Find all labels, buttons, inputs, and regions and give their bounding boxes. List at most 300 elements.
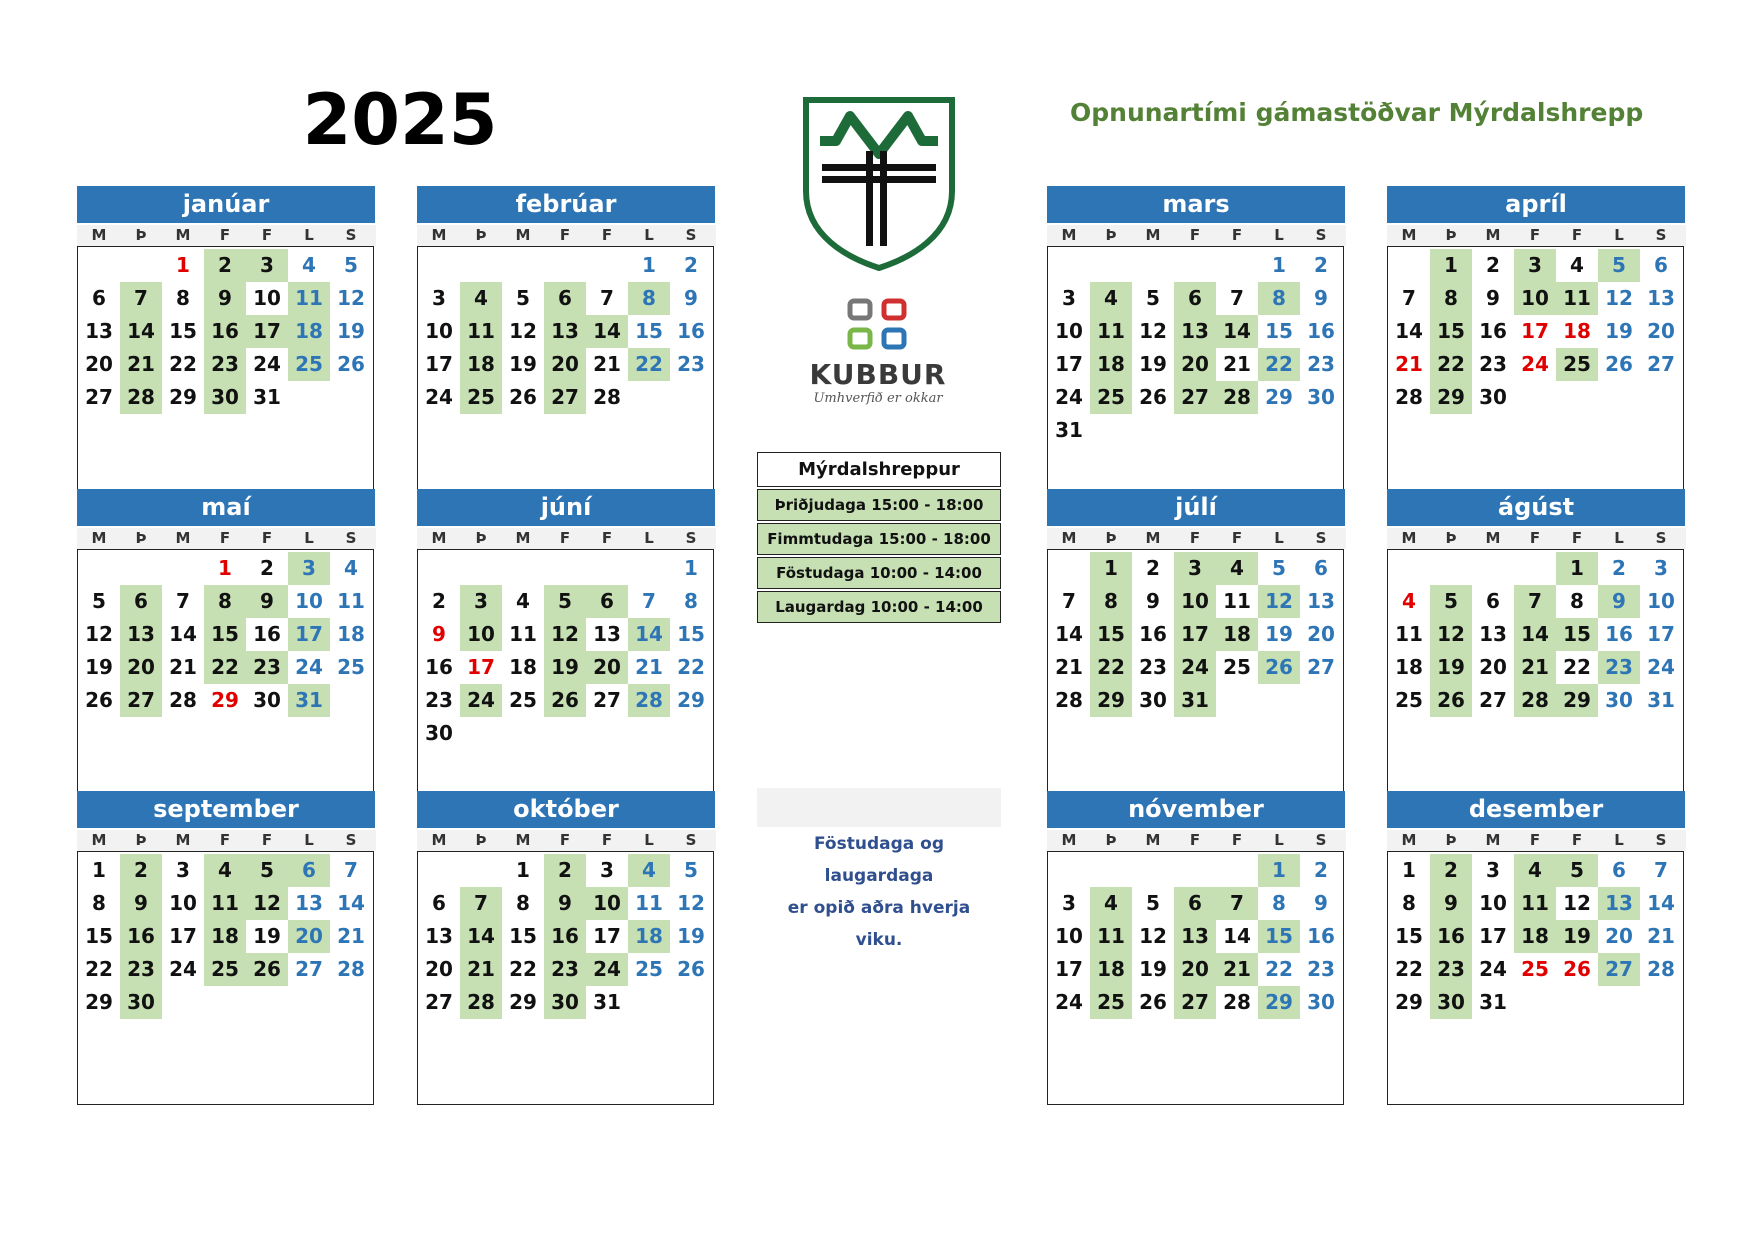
day-cell: 5 [684,858,698,882]
day-cell: 5 [246,854,288,887]
day-cell: 4 [302,253,316,277]
day-cell: 1 [1402,858,1416,882]
day-cell: 11 [1090,920,1132,953]
weekday-label: F [261,226,273,244]
day-cell: 10 [1055,924,1083,948]
weekday-label: M [1485,226,1501,244]
day-cell: 8 [1090,585,1132,618]
day-cell: 24 [169,957,197,981]
day-cell: 25 [460,381,502,414]
weekday-label: L [304,831,314,849]
day-cell: 12 [1563,891,1591,915]
weekday-label: L [644,529,654,547]
day-cell: 25 [1395,688,1423,712]
month-header: desember [1387,791,1685,828]
weekday-label: F [261,831,273,849]
day-cell: 23 [1598,651,1640,684]
day-cell: 7 [344,858,358,882]
day-cell: 8 [176,286,190,310]
day-cell: 26 [1139,385,1167,409]
day-cell: 13 [1174,315,1216,348]
day-cell: 1 [1090,552,1132,585]
day-cell: 30 [120,986,162,1019]
day-cell: 2 [1430,854,1472,887]
day-cell: 8 [1402,891,1416,915]
day-cell: 23 [204,348,246,381]
day-cell: 12 [1430,618,1472,651]
day-cell: 5 [1556,854,1598,887]
day-cell: 17 [1055,352,1083,376]
day-cell: 5 [544,585,586,618]
weekday-header [1047,830,1346,851]
day-cell: 14 [1216,315,1258,348]
month-header: september [77,791,375,828]
day-cell: 6 [1174,282,1216,315]
day-cell: 12 [1258,585,1300,618]
day-cell: 11 [460,315,502,348]
day-cell: 3 [600,858,614,882]
day-cell: 28 [1395,385,1423,409]
day-cell: 26 [677,957,705,981]
day-cell: 22 [85,957,113,981]
day-cell: 18 [1090,348,1132,381]
month-days [417,549,714,803]
day-cell: 3 [1486,858,1500,882]
day-cell: 27 [1307,655,1335,679]
weekday-header [1047,225,1346,246]
day-cell: 21 [169,655,197,679]
opening-hours-row: Þriðjudaga 15:00 - 18:00 [757,489,1001,521]
day-cell: 17 [425,352,453,376]
weekday-label: F [601,831,613,849]
day-cell: 3 [1654,556,1668,580]
page-title: Opnunartími gámastöðvar Mýrdalshrepp [1070,98,1644,127]
day-cell: 9 [1314,891,1328,915]
day-cell: 27 [1174,986,1216,1019]
day-cell: 24 [1055,990,1083,1014]
day-cell: 23 [1307,957,1335,981]
day-cell: 21 [1514,651,1556,684]
day-cell: 11 [1514,887,1556,920]
day-cell: 13 [1479,622,1507,646]
day-cell: 14 [120,315,162,348]
day-cell: 14 [586,315,628,348]
day-cell: 22 [628,348,670,381]
weekday-label: F [1529,529,1541,547]
day-cell: 17 [1174,618,1216,651]
weekday-label: M [515,226,531,244]
day-cell: 27 [295,957,323,981]
day-cell: 25 [1090,381,1132,414]
weekday-label: M [1485,529,1501,547]
day-cell: 13 [1307,589,1335,613]
month-mars [1047,186,1345,501]
day-cell: 17 [467,655,495,679]
day-cell: 7 [1230,286,1244,310]
day-cell: 10 [1514,282,1556,315]
day-cell: 24 [586,953,628,986]
day-cell: 12 [1605,286,1633,310]
day-cell: 25 [204,953,246,986]
month-apríl [1387,186,1685,501]
day-cell: 13 [593,622,621,646]
day-cell: 27 [120,684,162,717]
day-cell: 28 [628,684,670,717]
day-cell: 29 [677,688,705,712]
day-cell: 14 [337,891,365,915]
day-cell: 27 [85,385,113,409]
day-cell: 1 [684,556,698,580]
day-cell: 24 [1174,651,1216,684]
day-cell: 23 [1139,655,1167,679]
day-cell: 14 [169,622,197,646]
day-cell: 7 [460,887,502,920]
day-cell: 22 [169,352,197,376]
month-header: maí [77,489,375,526]
weekday-label: M [515,831,531,849]
day-cell: 21 [593,352,621,376]
day-cell: 19 [1139,957,1167,981]
day-cell: 21 [1055,655,1083,679]
day-cell: 25 [1556,348,1598,381]
day-cell: 26 [1605,352,1633,376]
day-cell: 30 [253,688,281,712]
day-cell: 18 [460,348,502,381]
day-cell: 26 [544,684,586,717]
weekday-label: Þ [1105,831,1117,849]
day-cell: 9 [432,622,446,646]
month-days [1387,851,1684,1105]
day-cell: 29 [509,990,537,1014]
day-cell: 2 [432,589,446,613]
weekday-header [417,528,716,549]
day-cell: 26 [85,688,113,712]
day-cell: 26 [1563,957,1591,981]
month-júní [417,489,715,804]
day-cell: 29 [1395,990,1423,1014]
day-cell: 21 [635,655,663,679]
day-cell: 23 [246,651,288,684]
day-cell: 17 [1647,622,1675,646]
day-cell: 10 [1174,585,1216,618]
day-cell: 8 [628,282,670,315]
day-cell: 7 [1062,589,1076,613]
weekday-label: M [91,226,107,244]
weekday-label: L [1274,831,1284,849]
weekday-label: S [1655,226,1667,244]
day-cell: 16 [204,315,246,348]
day-cell: 7 [1514,585,1556,618]
day-cell: 21 [337,924,365,948]
weekday-label: Þ [1105,226,1117,244]
weekday-label: F [1529,226,1541,244]
day-cell: 26 [337,352,365,376]
day-cell: 7 [1216,887,1258,920]
weekday-label: F [1189,529,1201,547]
day-cell: 26 [509,385,537,409]
day-cell: 14 [1514,618,1556,651]
weekday-label: Þ [1105,529,1117,547]
month-header: mars [1047,186,1345,223]
day-cell: 18 [204,920,246,953]
day-cell: 5 [516,286,530,310]
weekday-label: S [345,226,357,244]
day-cell: 14 [1395,319,1423,343]
month-maí [77,489,375,804]
day-cell: 5 [1272,556,1286,580]
day-cell: 14 [1647,891,1675,915]
day-cell: 24 [295,655,323,679]
weekday-label: M [1061,529,1077,547]
day-cell: 8 [1570,589,1584,613]
day-cell: 9 [1146,589,1160,613]
day-cell: 30 [204,381,246,414]
day-cell: 30 [1605,688,1633,712]
day-cell: 3 [1062,286,1076,310]
day-cell: 31 [1647,688,1675,712]
day-cell: 11 [635,891,663,915]
day-cell: 27 [593,688,621,712]
day-cell: 18 [628,920,670,953]
month-header: apríl [1387,186,1685,223]
day-cell: 26 [1139,990,1167,1014]
day-cell: 15 [204,618,246,651]
day-cell: 10 [460,618,502,651]
weekday-label: F [601,226,613,244]
day-cell: 28 [120,381,162,414]
day-cell: 12 [85,622,113,646]
weekday-label: F [601,529,613,547]
month-days [417,851,714,1105]
weekday-label: F [559,831,571,849]
day-cell: 4 [1570,253,1584,277]
month-days [77,549,374,803]
day-cell: 15 [635,319,663,343]
day-cell: 20 [1174,953,1216,986]
day-cell: 11 [204,887,246,920]
day-cell: 22 [204,651,246,684]
day-cell: 15 [1430,315,1472,348]
day-cell: 5 [92,589,106,613]
day-cell: 19 [677,924,705,948]
day-cell: 24 [460,684,502,717]
day-cell: 30 [544,986,586,1019]
month-header: ágúst [1387,489,1685,526]
day-cell: 8 [92,891,106,915]
weekday-label: M [431,226,447,244]
day-cell: 29 [169,385,197,409]
day-cell: 16 [1307,319,1335,343]
weekday-label: S [345,529,357,547]
day-cell: 28 [1647,957,1675,981]
weekday-label: S [1655,831,1667,849]
weekday-label: M [515,529,531,547]
day-cell: 9 [120,887,162,920]
day-cell: 10 [253,286,281,310]
day-cell: 4 [344,556,358,580]
day-cell: 3 [432,286,446,310]
month-ágúst [1387,489,1685,804]
weekday-label: F [559,226,571,244]
day-cell: 17 [1479,924,1507,948]
day-cell: 16 [1307,924,1335,948]
day-cell: 3 [1062,891,1076,915]
day-cell: 2 [1146,556,1160,580]
day-cell: 13 [544,315,586,348]
day-cell: 7 [176,589,190,613]
day-cell: 29 [211,688,239,712]
day-cell: 29 [1090,684,1132,717]
day-cell: 6 [586,585,628,618]
day-cell: 3 [460,585,502,618]
opening-hours-table [757,452,1001,623]
day-cell: 22 [1090,651,1132,684]
day-cell: 11 [1556,282,1598,315]
day-cell: 8 [1258,282,1300,315]
weekday-label: L [644,226,654,244]
weekday-label: F [219,831,231,849]
day-cell: 22 [1430,348,1472,381]
day-cell: 16 [120,920,162,953]
opening-note [757,828,1001,956]
weekday-label: M [1061,226,1077,244]
day-cell: 1 [92,858,106,882]
weekday-label: M [1145,831,1161,849]
weekday-header [1047,528,1346,549]
day-cell: 6 [1174,887,1216,920]
day-cell: 31 [1055,418,1083,442]
day-cell: 2 [1314,858,1328,882]
day-cell: 4 [1514,854,1556,887]
day-cell: 21 [1216,953,1258,986]
day-cell: 7 [642,589,656,613]
day-cell: 15 [169,319,197,343]
weekday-label: Þ [1445,226,1457,244]
day-cell: 6 [120,585,162,618]
month-desember [1387,791,1685,1106]
day-cell: 10 [295,589,323,613]
day-cell: 14 [460,920,502,953]
month-september [77,791,375,1106]
day-cell: 15 [1265,319,1293,343]
day-cell: 7 [600,286,614,310]
weekday-label: L [1614,831,1624,849]
day-cell: 13 [295,891,323,915]
month-október [417,791,715,1106]
day-cell: 13 [425,924,453,948]
day-cell: 31 [1479,990,1507,1014]
day-cell: 1 [1430,249,1472,282]
month-header: júní [417,489,715,526]
day-cell: 26 [1430,684,1472,717]
day-cell: 3 [288,552,330,585]
day-cell: 22 [1265,957,1293,981]
day-cell: 3 [1514,249,1556,282]
weekday-label: Þ [1445,529,1457,547]
weekday-label: F [1231,529,1243,547]
day-cell: 12 [246,887,288,920]
day-cell: 18 [288,315,330,348]
month-days [1387,549,1684,803]
day-cell: 28 [1055,688,1083,712]
day-cell: 21 [1395,352,1423,376]
weekday-label: S [685,831,697,849]
day-cell: 4 [1090,282,1132,315]
note-header-bar [757,788,1001,827]
day-cell: 8 [516,891,530,915]
weekday-label: M [1401,529,1417,547]
day-cell: 12 [337,286,365,310]
opening-hours-row: Föstudaga 10:00 - 14:00 [757,557,1001,589]
day-cell: 26 [1258,651,1300,684]
month-header: janúar [77,186,375,223]
day-cell: 18 [509,655,537,679]
day-cell: 20 [544,348,586,381]
weekday-label: M [431,831,447,849]
weekday-label: F [1529,831,1541,849]
day-cell: 1 [1258,854,1300,887]
weekday-label: F [1231,226,1243,244]
day-cell: 31 [253,385,281,409]
weekday-label: M [91,831,107,849]
day-cell: 17 [169,924,197,948]
weekday-label: Þ [1445,831,1457,849]
day-cell: 10 [1055,319,1083,343]
weekday-label: S [1315,831,1327,849]
day-cell: 12 [1139,924,1167,948]
day-cell: 14 [628,618,670,651]
day-cell: 18 [337,622,365,646]
day-cell: 13 [1647,286,1675,310]
day-cell: 19 [337,319,365,343]
weekday-label: S [685,529,697,547]
day-cell: 9 [1430,887,1472,920]
day-cell: 15 [85,924,113,948]
day-cell: 19 [1430,651,1472,684]
day-cell: 25 [635,957,663,981]
day-cell: 6 [288,854,330,887]
day-cell: 17 [288,618,330,651]
day-cell: 16 [1430,920,1472,953]
weekday-label: S [1315,226,1327,244]
day-cell: 30 [1307,990,1335,1014]
day-cell: 12 [677,891,705,915]
day-cell: 29 [1430,381,1472,414]
day-cell: 19 [544,651,586,684]
weekday-label: M [1401,226,1417,244]
day-cell: 6 [432,891,446,915]
day-cell: 11 [1223,589,1251,613]
weekday-label: M [1485,831,1501,849]
weekday-label: M [175,831,191,849]
day-cell: 17 [1521,319,1549,343]
kubbur-logo-text: KUBBUR [809,358,947,391]
day-cell: 23 [544,953,586,986]
year-title: 2025 [302,79,498,161]
day-cell: 23 [120,953,162,986]
day-cell: 12 [1139,319,1167,343]
weekday-label: M [431,529,447,547]
day-cell: 16 [1139,622,1167,646]
day-cell: 15 [1556,618,1598,651]
weekday-label: L [1614,226,1624,244]
day-cell: 19 [1265,622,1293,646]
day-cell: 16 [677,319,705,343]
day-cell: 23 [1479,352,1507,376]
day-cell: 1 [642,253,656,277]
day-cell: 2 [1612,556,1626,580]
day-cell: 20 [1307,622,1335,646]
